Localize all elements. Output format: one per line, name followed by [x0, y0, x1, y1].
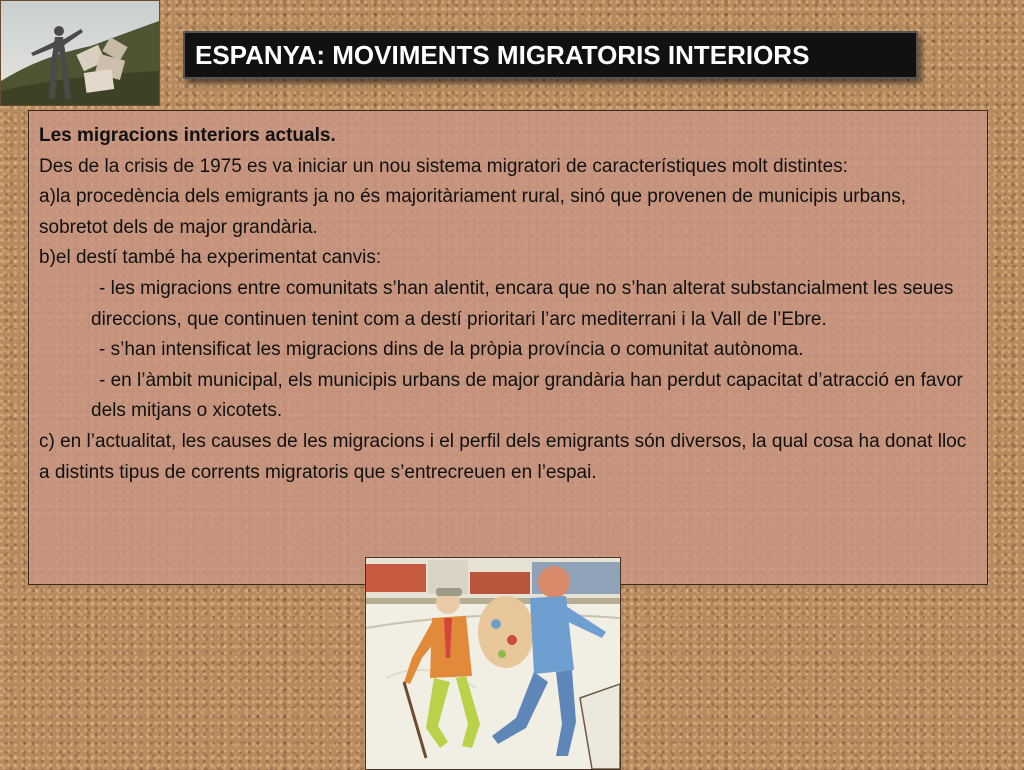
point-a: a)la procedència dels emigrants ja no és majoritàriament rural, sinó que provenen de municipis urbans, sobretot dels de major grandària. — [39, 186, 907, 238]
slide-title: ESPANYA: MOVIMENTS MIGRATORIS INTERIORS — [183, 31, 918, 79]
point-b: b)el destí també ha experimentat canvis: — [39, 247, 382, 269]
sub-point-1: - les migracions entre comunitats s’han alentit, encara que no s’han alterat substancialment les seues direccions, que continuen tenint com a destí prioritari l’arc mediterrani i la Vall de l’Ebre. — [91, 277, 954, 330]
sub-point-3: - en l’àmbit municipal, els municipis urbans de major grandària han perdut capacitat d’atracció en favor dels mitjans o xicotets. — [91, 369, 963, 422]
content-heading: Les migracions interiors actuals. — [39, 125, 336, 146]
sub-point-2: - s’han intensificat les migracions dins de la pròpia província o comunitat autònoma. — [99, 339, 804, 361]
migrants-illustration — [365, 557, 621, 770]
content-box — [28, 110, 988, 585]
intro-paragraph: Des de la crisis de 1975 es va iniciar un nou sistema migratori de característiques molt distintes: — [39, 155, 848, 177]
point-c: c) en l’actualitat, les causes de les migracions i el perfil dels emigrants són diversos, la qual cosa ha donat lloc a distints tipus de corrents migratoris que s’entrecreuen en l’espai. — [39, 430, 967, 483]
statue-photo — [0, 0, 160, 106]
